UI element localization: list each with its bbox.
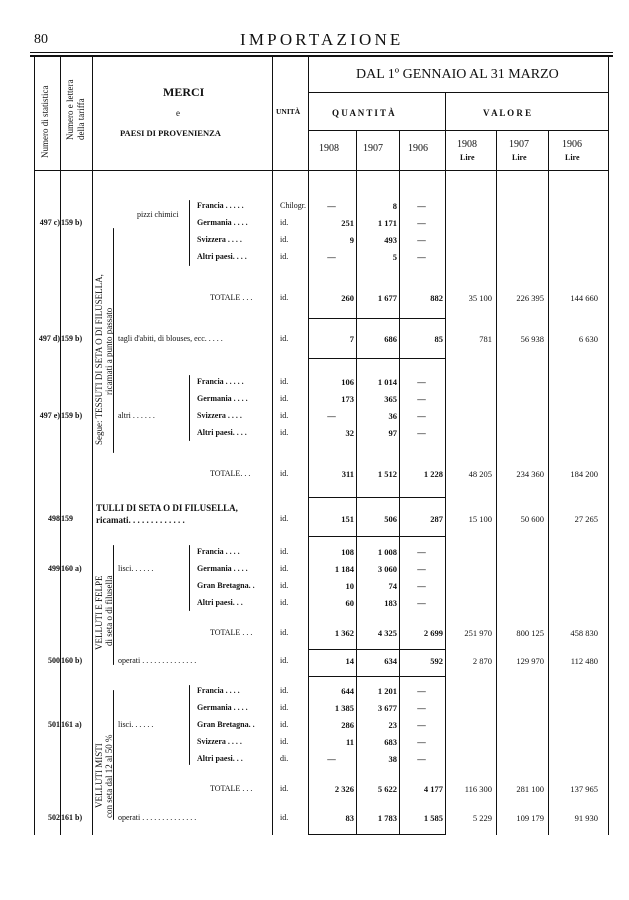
quantity-cell: 683 — [384, 737, 397, 747]
tariff-number: 159 — [61, 514, 73, 523]
side-label-tessuti: Segue: TESSUTI DI SETA O DI FILUSELLA, — [94, 274, 104, 445]
value-cell: 281 100 — [516, 784, 544, 794]
value-cell: 2 870 — [472, 656, 492, 666]
tariff-number: 159 b) — [61, 218, 83, 227]
tariff-number: 161 a) — [61, 720, 82, 729]
unit-cell: di. — [280, 754, 289, 763]
stat-number: 501 — [48, 720, 60, 729]
quantity-cell: 5 — [392, 252, 397, 262]
country-name: Altri paesi. . . . — [197, 252, 247, 261]
country-name: Germania . . . . — [197, 218, 248, 227]
subcategory: altri . . . . . . — [118, 411, 155, 420]
country-name: Francia . . . . . — [197, 377, 244, 386]
period-header: DAL 1º GENNAIO AL 31 MARZO — [356, 67, 559, 82]
subcategory: pizzi chimici — [137, 210, 179, 219]
col-tariff-header: Numero e lettera della tariffa — [65, 79, 86, 140]
quantity-cell: 1 184 — [334, 564, 354, 574]
total-label: TOTALE . . . — [210, 628, 253, 637]
unit-cell: id. — [280, 784, 289, 793]
stat-number: 497 d) — [38, 334, 60, 343]
value-cell: 50 600 — [520, 514, 544, 524]
quantity-cell: — — [417, 720, 426, 730]
unit-cell: id. — [280, 252, 289, 261]
country-name: Altri paesi. . . — [197, 598, 243, 607]
quantity-cell: 1 385 — [334, 703, 354, 713]
quantity-cell: 506 — [384, 514, 397, 524]
quantity-cell: — — [417, 686, 426, 696]
quantity-cell: 260 — [341, 293, 354, 303]
subcategory: operati . . . . . . . . . . . . . . — [118, 813, 197, 822]
country-name: Svizzera . . . . — [197, 737, 242, 746]
row-rule — [308, 649, 445, 650]
lire-label: Lire — [460, 153, 475, 162]
country-name: Gran Bretagna. . — [197, 581, 255, 590]
stat-number: 498 — [48, 514, 60, 523]
quantity-cell: 106 — [341, 377, 354, 387]
unit-cell: id. — [280, 720, 289, 729]
col-divider — [608, 57, 609, 835]
quantity-cell: 3 677 — [377, 703, 397, 713]
quantity-cell: 7 — [349, 334, 354, 344]
merci-header: MERCI — [163, 85, 205, 99]
value-cell: 109 179 — [516, 813, 544, 823]
quantity-cell: 882 — [430, 293, 443, 303]
paesi-header: PAESI DI PROVENIENZA — [120, 128, 221, 138]
unit-cell: id. — [280, 581, 289, 590]
unit-cell: id. — [280, 628, 289, 637]
stat-number: 502 — [48, 813, 60, 822]
e-header: e — [176, 108, 180, 118]
quantity-cell: 8 — [392, 201, 397, 211]
quantity-cell: 1 362 — [334, 628, 354, 638]
value-cell: 116 300 — [464, 784, 492, 794]
side-label-velluti-2: di seta o di filusella — [104, 575, 114, 646]
col-divider — [272, 57, 273, 835]
quantity-cell: 2 326 — [334, 784, 354, 794]
quantity-cell: 32 — [345, 428, 354, 438]
quantity-cell: 60 — [345, 598, 354, 608]
quantity-cell: 365 — [384, 394, 397, 404]
tariff-number: 159 b) — [61, 334, 83, 343]
quantity-cell: 686 — [384, 334, 397, 344]
total-label: TOTALE . . . — [210, 784, 253, 793]
quantity-cell: 85 — [434, 334, 443, 344]
subcategory: tagli d'abiti, di blouses, ecc. . . . . — [118, 334, 223, 343]
year-header: 1907 — [509, 139, 529, 150]
value-cell: 144 660 — [570, 293, 598, 303]
col-divider — [92, 57, 93, 835]
quantity-cell: — — [417, 394, 426, 404]
row-rule — [308, 318, 445, 319]
stat-number: 499 — [48, 564, 60, 573]
row-rule — [308, 676, 445, 677]
country-name: Francia . . . . — [197, 547, 240, 556]
tariff-number: 160 b) — [61, 656, 83, 665]
quantity-cell: 1 783 — [377, 813, 397, 823]
quantity-cell: 5 622 — [377, 784, 397, 794]
unit-cell: id. — [280, 377, 289, 386]
quantity-cell: 36 — [388, 411, 397, 421]
year-header: 1906 — [562, 139, 582, 150]
year-header: 1907 — [363, 143, 383, 154]
quantity-cell: 286 — [341, 720, 354, 730]
quantity-cell: 10 — [345, 581, 354, 591]
col-stat-header: Numero di statistica — [40, 85, 50, 158]
quantity-cell: 23 — [388, 720, 397, 730]
quantity-cell: — — [417, 377, 426, 387]
country-name: Germania . . . . — [197, 564, 248, 573]
quantity-cell: — — [417, 428, 426, 438]
brace — [189, 545, 190, 611]
brace — [189, 375, 190, 441]
unit-cell: id. — [280, 564, 289, 573]
quantity-cell: — — [417, 564, 426, 574]
unit-cell: id. — [280, 235, 289, 244]
quantity-cell: — — [417, 703, 426, 713]
country-name: Francia . . . . . — [197, 201, 244, 210]
unit-cell: id. — [280, 737, 289, 746]
subcategory: lisci. . . . . . — [118, 720, 154, 729]
quantity-cell: — — [417, 581, 426, 591]
quantity-cell: — — [417, 754, 426, 764]
side-label-misti-2: con seta dal 12 al 50 % — [104, 734, 114, 818]
value-cell: 800 125 — [516, 628, 544, 638]
side-label-misti: VELLUTI MISTI — [94, 743, 104, 808]
quantity-cell: — — [417, 235, 426, 245]
page-title: IMPORTAZIONE — [240, 30, 404, 49]
quantity-cell: 11 — [345, 737, 354, 747]
quantity-cell: 3 060 — [377, 564, 397, 574]
quantity-cell: 1 008 — [377, 547, 397, 557]
quantity-cell: 108 — [341, 547, 354, 557]
country-name: Svizzera . . . . — [197, 411, 242, 420]
brace — [189, 200, 190, 266]
quantity-cell: 9 — [349, 235, 354, 245]
unit-cell: id. — [280, 813, 289, 822]
quantity-cell: — — [417, 201, 426, 211]
period-rule — [308, 92, 608, 93]
unit-cell: id. — [280, 514, 289, 523]
unit-cell: id. — [280, 218, 289, 227]
quantity-cell: 97 — [388, 428, 397, 438]
country-name: Germania . . . . — [197, 703, 248, 712]
quantity-cell: 4 325 — [377, 628, 397, 638]
col-divider — [445, 92, 446, 835]
row-rule — [308, 834, 445, 835]
lire-label: Lire — [565, 153, 580, 162]
quantity-cell: 1 585 — [423, 813, 443, 823]
title-rule-thick — [30, 55, 613, 57]
value-cell: 251 970 — [464, 628, 492, 638]
quantity-cell: 2 699 — [423, 628, 443, 638]
country-name: Germania . . . . — [197, 394, 248, 403]
year-header: 1908 — [457, 139, 477, 150]
unit-cell: id. — [280, 703, 289, 712]
value-cell: 234 360 — [516, 469, 544, 479]
value-cell: 15 100 — [468, 514, 492, 524]
row-rule — [308, 536, 445, 537]
quantity-cell: 4 177 — [423, 784, 443, 794]
value-cell: 56 938 — [520, 334, 544, 344]
country-name: Altri paesi. . . — [197, 754, 243, 763]
subheader-rule — [308, 130, 608, 131]
year-header: 1908 — [319, 143, 339, 154]
unita-header: UNITÀ — [276, 107, 301, 116]
lire-label: Lire — [512, 153, 527, 162]
total-label: TOTALE . . . — [210, 293, 253, 302]
unit-cell: Chilogr. — [280, 201, 307, 210]
header-bottom-rule — [34, 170, 608, 171]
unit-cell: id. — [280, 686, 289, 695]
quantity-cell: 1 171 — [377, 218, 397, 228]
row-rule — [308, 358, 445, 359]
quantity-cell: 173 — [341, 394, 354, 404]
quantity-cell: — — [417, 547, 426, 557]
value-cell: 6 630 — [578, 334, 598, 344]
side-label-tessuti-2: ricamati a punto passato — [104, 307, 114, 395]
quantity-cell: — — [327, 754, 336, 764]
brace — [113, 690, 114, 820]
stat-number: 497 e) — [39, 411, 60, 420]
brace — [113, 228, 114, 453]
unit-cell: id. — [280, 656, 289, 665]
brace — [113, 545, 114, 665]
value-cell: 48 205 — [468, 469, 492, 479]
quantity-cell: 251 — [341, 218, 354, 228]
tariff-number: 160 a) — [61, 564, 82, 573]
unit-cell: id. — [280, 334, 289, 343]
quantity-cell: 1 512 — [377, 469, 397, 479]
quantity-cell: — — [417, 218, 426, 228]
title-rule — [30, 52, 613, 53]
unit-cell: id. — [280, 547, 289, 556]
col-divider — [496, 130, 497, 835]
col-divider — [548, 130, 549, 835]
value-cell: 184 200 — [570, 469, 598, 479]
subcategory: operati . . . . . . . . . . . . . . — [118, 656, 197, 665]
quantity-cell: 1 201 — [377, 686, 397, 696]
quantity-cell: 634 — [384, 656, 397, 666]
quantity-cell: 74 — [388, 581, 397, 591]
unit-cell: id. — [280, 428, 289, 437]
year-header: 1906 — [408, 143, 428, 154]
value-cell: 458 830 — [570, 628, 598, 638]
quantity-cell: — — [417, 737, 426, 747]
value-cell: 91 930 — [574, 813, 598, 823]
total-label: TOTALE. . . — [210, 469, 251, 478]
value-cell: 35 100 — [468, 293, 492, 303]
col-divider — [308, 57, 309, 835]
country-name: Gran Bretagna. . — [197, 720, 255, 729]
value-cell: 5 229 — [472, 813, 492, 823]
quantity-cell: — — [327, 201, 336, 211]
tariff-number: 159 b) — [61, 411, 83, 420]
quantity-cell: 644 — [341, 686, 354, 696]
unit-cell: id. — [280, 411, 289, 420]
row-rule — [308, 497, 445, 498]
col-divider — [34, 57, 35, 835]
quantity-cell: 311 — [341, 469, 354, 479]
valore-header: V A L O R E — [483, 108, 532, 118]
unit-cell: id. — [280, 469, 289, 478]
quantity-cell: 1 014 — [377, 377, 397, 387]
brace — [189, 685, 190, 765]
unit-cell: id. — [280, 394, 289, 403]
quantity-cell: 1 677 — [377, 293, 397, 303]
tariff-number: 161 b) — [61, 813, 83, 822]
quantity-cell: 151 — [341, 514, 354, 524]
side-label-velluti: VELLUTI E FELPE — [94, 575, 104, 650]
quantity-cell: 83 — [345, 813, 354, 823]
value-cell: 137 965 — [570, 784, 598, 794]
unit-cell: id. — [280, 598, 289, 607]
quantity-cell: 287 — [430, 514, 443, 524]
value-cell: 129 970 — [516, 656, 544, 666]
quantity-cell: 183 — [384, 598, 397, 608]
value-cell: 27 265 — [574, 514, 598, 524]
value-cell: 226 395 — [516, 293, 544, 303]
value-cell: 112 480 — [570, 656, 598, 666]
subcategory: TULLI DI SETA O DI FILUSELLA, ricamati. . . . . . . . . . . . . — [96, 503, 238, 525]
country-name: Francia . . . . — [197, 686, 240, 695]
quantity-cell: 38 — [388, 754, 397, 764]
unit-cell: id. — [280, 293, 289, 302]
quantity-cell: — — [417, 411, 426, 421]
col-divider — [60, 57, 61, 835]
quantity-cell: — — [327, 252, 336, 262]
quantity-cell: 14 — [345, 656, 354, 666]
subcategory: lisci. . . . . . — [118, 564, 154, 573]
page-number: 80 — [34, 32, 48, 47]
country-name: Svizzera . . . . — [197, 235, 242, 244]
quantita-header: Q U A N T I T À — [332, 108, 395, 118]
quantity-cell: — — [417, 598, 426, 608]
value-cell: 781 — [479, 334, 492, 344]
quantity-cell: — — [327, 411, 336, 421]
country-name: Altri paesi. . . . — [197, 428, 247, 437]
stat-number: 497 c) — [39, 218, 60, 227]
quantity-cell: 493 — [384, 235, 397, 245]
quantity-cell: 592 — [430, 656, 443, 666]
quantity-cell: 1 228 — [423, 469, 443, 479]
stat-number: 500 — [48, 656, 60, 665]
quantity-cell: — — [417, 252, 426, 262]
